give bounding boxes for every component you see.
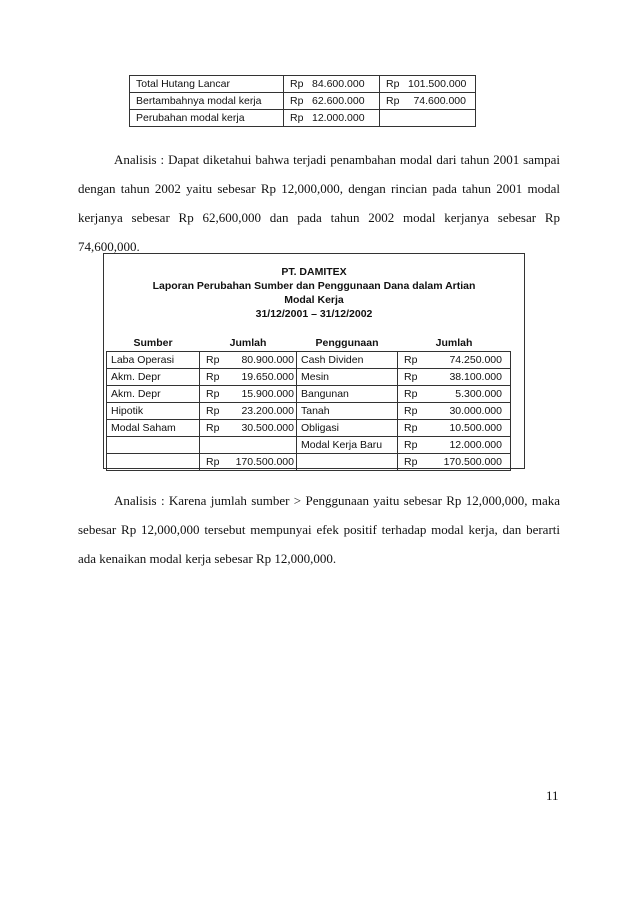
table-row — [107, 437, 511, 454]
sumber-cell: Akm. Depr — [107, 369, 200, 386]
sumber-cell: Laba Operasi — [107, 352, 200, 369]
table-row — [130, 93, 476, 110]
jumlah-sumber-cell: Rp 23.200.000 — [200, 403, 297, 420]
table-row — [107, 352, 511, 369]
penggunaan-cell: Tanah — [297, 403, 398, 420]
table-header-row — [107, 335, 511, 352]
row-label: Perubahan modal kerja — [130, 110, 284, 127]
header-jumlah-2: Jumlah — [435, 337, 473, 349]
penggunaan-cell: Bangunan — [297, 386, 398, 403]
sumber-cell: Hipotik — [107, 403, 200, 420]
jumlah-penggunaan-cell: Rp 30.000.000 — [398, 403, 511, 420]
jumlah-sumber-cell: Rp 170.500.000 — [200, 454, 297, 471]
fund-statement-table — [106, 335, 511, 471]
analysis-paragraph-2 — [78, 486, 560, 573]
value-2002: Rp 101.500.000 — [380, 76, 476, 93]
company-name: PT. DAMITEX — [281, 266, 347, 278]
fund-statement-box — [103, 253, 525, 469]
value-2001: Rp 12.000.000 — [284, 110, 380, 127]
table-row — [130, 76, 476, 93]
row-label: Bertambahnya modal kerja — [130, 93, 284, 110]
jumlah-sumber-cell: Rp 19.650.000 — [200, 369, 297, 386]
penggunaan-cell: Obligasi — [297, 420, 398, 437]
value-2002: Rp 74.600.000 — [380, 93, 476, 110]
table-row — [107, 454, 511, 471]
analysis-text-1: Analisis : Dapat diketahui bahwa terjadi penambahan modal dari tahun 2001 sampai dengan tahun 2002 yaitu sebesar Rp 12,000,000, dengan rincian pada tahun 2001 modal kerjanya sebesar Rp 62,600,000 dan pada tahun 2002 modal kerjanya sebesar Rp 74,600,000. — [78, 152, 560, 254]
jumlah-penggunaan-cell: Rp 12.000.000 — [398, 437, 511, 454]
working-capital-table — [129, 75, 476, 127]
header-jumlah-1: Jumlah — [229, 337, 267, 349]
header-sumber: Sumber — [133, 337, 173, 349]
penggunaan-cell — [297, 454, 398, 471]
header-penggunaan: Penggunaan — [315, 337, 379, 349]
jumlah-penggunaan-cell: Rp 74.250.000 — [398, 352, 511, 369]
jumlah-penggunaan-cell: Rp 38.100.000 — [398, 369, 511, 386]
analysis-text-2: Analisis : Karena jumlah sumber > Penggunaan yaitu sebesar Rp 12,000,000, maka sebesar Rp 12,000,000 tersebut mempunyai efek positif terhadap modal kerja, dan berarti ada kenaikan modal kerja sebesar Rp 12,000,000. — [78, 493, 560, 566]
jumlah-sumber-cell: Rp 15.900.000 — [200, 386, 297, 403]
table-row — [107, 420, 511, 437]
table-row — [130, 110, 476, 127]
sumber-cell: Modal Saham — [107, 420, 200, 437]
statement-period: 31/12/2001 – 31/12/2002 — [255, 308, 373, 320]
sumber-cell — [107, 437, 200, 454]
value-2002 — [380, 110, 476, 127]
penggunaan-cell: Mesin — [297, 369, 398, 386]
penggunaan-cell: Modal Kerja Baru — [297, 437, 398, 454]
table-row — [107, 369, 511, 386]
sumber-cell: Akm. Depr — [107, 386, 200, 403]
value-2001: Rp 84.600.000 — [284, 76, 380, 93]
analysis-paragraph-1 — [78, 145, 560, 261]
penggunaan-cell: Cash Dividen — [297, 352, 398, 369]
jumlah-sumber-cell: Rp 80.900.000 — [200, 352, 297, 369]
jumlah-sumber-cell — [200, 437, 297, 454]
value-2001: Rp 62.600.000 — [284, 93, 380, 110]
jumlah-penggunaan-cell: Rp 5.300.000 — [398, 386, 511, 403]
row-label: Total Hutang Lancar — [130, 76, 284, 93]
statement-subtitle: Modal Kerja — [284, 294, 344, 306]
sumber-cell — [107, 454, 200, 471]
statement-title: Laporan Perubahan Sumber dan Penggunaan Dana dalam Artian — [152, 280, 476, 292]
jumlah-penggunaan-cell: Rp 10.500.000 — [398, 420, 511, 437]
table-row — [107, 386, 511, 403]
jumlah-penggunaan-cell: Rp 170.500.000 — [398, 454, 511, 471]
table-row — [107, 403, 511, 420]
jumlah-sumber-cell: Rp 30.500.000 — [200, 420, 297, 437]
page-number: 11 — [546, 788, 559, 803]
